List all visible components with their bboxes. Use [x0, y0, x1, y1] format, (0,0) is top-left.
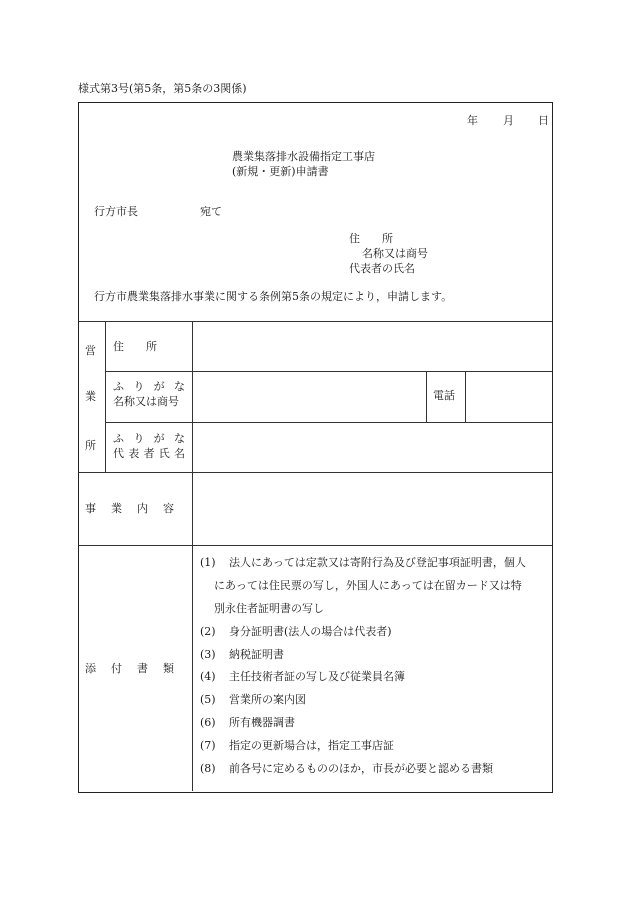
phone-field[interactable]	[472, 388, 546, 406]
attachment-item-text: 身分証明書(法人の場合は代表者)	[229, 625, 392, 638]
attachment-item-text: 前各号に定めるもののほか，市長が必要と認める書類	[229, 762, 493, 775]
office-section-char: 所	[85, 439, 96, 452]
office-name-furigana-label: ふ り が な	[113, 380, 185, 393]
office-rep-furigana-label: ふ り が な	[113, 432, 185, 445]
form-subtitle: (新規・更新)申請書	[232, 165, 329, 178]
business-field[interactable]	[200, 496, 544, 524]
attachment-item-text: 所有機器調書	[229, 716, 295, 729]
office-section-char: 営	[85, 344, 96, 357]
attachment-item-text: 別永住者証明書の写し	[214, 602, 324, 615]
attachment-item-text: 法人にあっては定款又は寄附行為及び登記事項証明書，個人	[229, 556, 526, 569]
attachment-item-number: (4)	[200, 670, 216, 683]
phone-label: 電話	[433, 389, 455, 402]
attachments-label: 添 付 書 類	[85, 662, 176, 675]
office-address-field[interactable]	[200, 340, 544, 358]
column-divider	[465, 371, 466, 422]
date-day: 日	[538, 114, 549, 127]
row-divider	[105, 371, 552, 372]
addressee-suffix: 宛て	[200, 205, 222, 218]
applicant-address-label: 住 所	[349, 232, 393, 245]
business-label: 事 業 内 容	[85, 502, 176, 515]
attachment-item-number: (6)	[200, 716, 216, 729]
office-name-field[interactable]	[200, 388, 420, 406]
attachment-item-number: (7)	[200, 739, 216, 752]
addressee-name: 行方市長	[94, 205, 138, 218]
column-divider	[192, 321, 193, 791]
office-name-label: 名称又は商号	[113, 395, 179, 408]
attachment-item-number: (3)	[200, 648, 216, 661]
column-divider	[426, 371, 427, 422]
row-divider	[79, 321, 552, 322]
applicant-name-label: 名称又は商号	[362, 247, 428, 260]
office-section-char: 業	[85, 390, 96, 403]
column-divider	[105, 321, 106, 472]
form-number: 様式第3号(第5条，第5条の3関係)	[78, 82, 247, 95]
row-divider	[79, 545, 552, 546]
form-title: 農業集落排水設備指定工事店	[232, 150, 375, 163]
statement: 行方市農業集落排水事業に関する条例第5条の規定により，申請します。	[94, 290, 453, 303]
date-month: 月	[503, 114, 514, 127]
attachment-item-number: (5)	[200, 693, 216, 706]
date-year: 年	[467, 114, 478, 127]
row-divider	[79, 472, 552, 473]
office-rep-label: 代 表 者 氏 名	[113, 447, 185, 460]
applicant-rep-label: 代表者の氏名	[349, 262, 415, 275]
attachment-item-text: 指定の更新場合は，指定工事店証	[229, 739, 394, 752]
office-address-label: 住 所	[113, 340, 157, 353]
attachment-item-text: 営業所の案内図	[229, 693, 306, 706]
attachment-item-number: (8)	[200, 762, 216, 775]
attachment-item-text: にあっては住民票の写し，外国人にあっては在留カード又は特	[214, 579, 522, 592]
attachment-item-text: 納税証明書	[229, 648, 284, 661]
attachment-item-number: (2)	[200, 625, 216, 638]
row-divider	[105, 422, 552, 423]
attachment-item-number: (1)	[200, 556, 216, 569]
attachment-item-text: 主任技術者証の写し及び従業員名簿	[229, 670, 405, 683]
office-rep-field[interactable]	[200, 440, 544, 458]
